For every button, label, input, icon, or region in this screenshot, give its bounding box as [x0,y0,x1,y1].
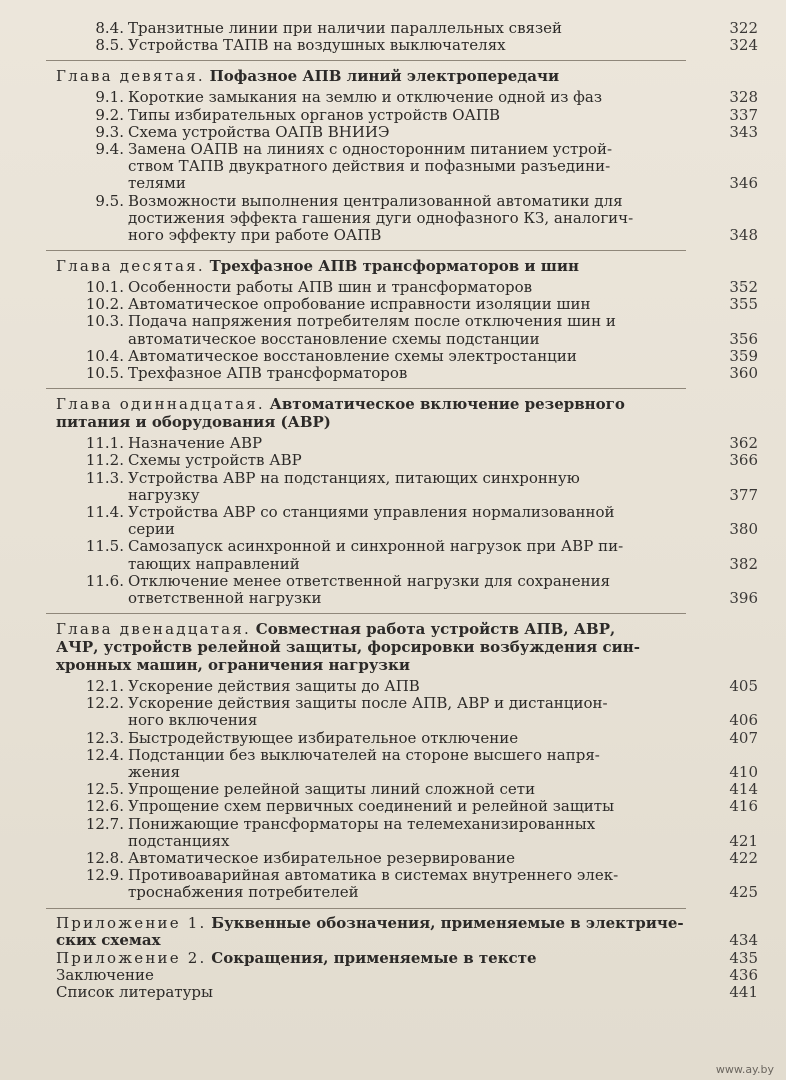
toc-entry-line [56,797,758,816]
section-title: Отключение менее ответственной нагрузки для сохранения [128,571,611,590]
toc-entry-line [56,313,706,330]
toc-entry-line [56,573,706,590]
section-number: 11.2. [85,451,124,470]
toc-entry-line [56,831,758,850]
toc-entry-line [56,329,758,348]
toc-entry [56,502,758,539]
page-number: 416 [729,797,758,816]
toc-entry [56,278,758,297]
toc-entry-line [56,763,758,781]
toc-entry-line [56,158,706,175]
section-number: 11.1. [85,434,124,453]
page-number: 366 [729,451,758,470]
toc-entry [56,88,758,107]
section-number: 12.9. [85,866,124,885]
section-number: 11.3. [85,468,124,487]
section-title: Устройства АВР со станциями управления нормализованной [128,502,615,521]
page-number: 421 [729,831,758,850]
toc-plain-entry [56,966,758,984]
section-title: Устройства АВР на подстанциях, питающих синхронную [128,468,580,487]
toc-entry [56,468,758,504]
section-title: достижения эффекта гашения дуги однофазного КЗ, аналогич- [128,208,634,227]
toc-entry-line [56,210,706,227]
chapter-heading [56,257,706,275]
page-number: 328 [729,88,758,107]
section-title: Быстродействующее избирательное отключение [128,728,519,747]
page-number: 436 [729,966,758,984]
section-number: 10.4. [85,346,124,365]
section-title: Понижающие трансформаторы на телемеханизированных [128,814,596,833]
section-number: 8.5. [95,36,124,55]
toc-entry [56,814,758,850]
toc-entry-line [56,695,706,712]
chapter-label: Глава десятая. [56,257,205,276]
appendix-label: Приложение 1. [56,913,207,932]
page-number: 396 [729,588,758,607]
toc-entry [56,139,758,193]
section-number: 10.3. [85,312,124,331]
divider-line [46,613,686,614]
toc-entry [56,295,758,314]
section-number: 9.5. [95,191,124,210]
section-title: Типы избирательных органов устройств ОАПВ [128,105,500,124]
page-number: 324 [729,36,758,55]
section-title: телями [128,174,186,193]
section-number: 8.4. [95,19,124,37]
toc-entry [56,866,758,902]
section-title: Ускорение действия защиты после АПВ, АВР и дистанцион- [128,694,608,713]
chapter-title: Автоматическое включение резервного [269,395,625,414]
page-number: 414 [729,780,758,799]
appendix-heading [56,915,706,933]
section-number: 12.2. [85,694,124,713]
toc-entry [56,19,758,37]
plain-title: Список литературы [56,983,213,1002]
section-title: Трехфазное АПВ трансформаторов [128,364,408,382]
toc-entry-line [56,728,758,747]
plain-title: Заключение [56,966,154,984]
divider-line [46,60,686,61]
section-number: 10.2. [85,295,124,314]
page-number: 382 [729,554,758,573]
section-number: 12.1. [85,677,124,696]
watermark: www.ay.by [715,1063,774,1076]
toc-entry [56,346,758,365]
section-title: серии [128,520,175,539]
page-number: 322 [729,19,758,37]
toc-entry-line [56,225,758,244]
section-title: Возможности выполнения централизованной автоматики для [128,191,623,210]
chapter-title: питания и оборудования (АВР) [56,413,331,432]
section-number: 9.2. [95,105,124,124]
section-number: 12.4. [85,745,124,764]
toc-entry [56,122,758,141]
section-title: Противоаварийная автоматика в системах внутреннего элек- [128,866,619,885]
page-number: 346 [729,174,758,193]
chapter-title: АЧР, устройств релейной защиты, форсировки возбуждения син- [56,638,640,657]
appendix-title: Буквенные обозначения, применяемые в электриче- [211,913,684,932]
toc-entry [56,677,758,696]
page-number: 352 [729,278,758,297]
section-title: ответственной нагрузки [128,588,322,607]
page-number: 337 [729,105,758,124]
appendix-heading [56,948,758,968]
page-number: 362 [729,434,758,453]
section-title: автоматическое восстановление схемы подстанции [128,329,540,348]
toc-entry [56,191,758,245]
section-title: Автоматическое опробование исправности изоляции шин [128,295,591,314]
section-number: 12.6. [85,797,124,816]
toc-entry-line [56,174,758,193]
chapter-heading [56,395,706,413]
section-title: троснабжения потребителей [128,883,359,902]
section-number: 12.5. [85,780,124,799]
divider-line [46,388,686,389]
chapter-title: Пофазное АПВ линий электропередачи [209,67,560,86]
table-of-contents [56,19,758,1002]
toc-entry-line [56,780,758,799]
chapter-label: Глава двенадцатая. [56,620,251,639]
section-title: подстанциях [128,831,230,850]
toc-entry-line [56,485,758,504]
section-number: 12.8. [85,848,124,867]
page-number: 405 [729,677,758,696]
toc-entry-line [56,867,706,884]
appendix-title: Сокращения, применяемые в тексте [211,948,537,967]
section-title: нагрузку [128,485,200,504]
section-title: Короткие замыкания на землю и отключение одной из фаз [128,88,603,107]
section-title: ством ТАПВ двукратного действия и пофазными разъедини- [128,157,611,176]
toc-entry [56,364,758,382]
page-number: 377 [729,485,758,504]
page-number: 410 [729,763,758,781]
page-number: 380 [729,520,758,539]
chapter-title: Совместная работа устройств АПВ, АВР, [255,620,616,639]
toc-entry [56,36,758,55]
page-number: 407 [729,728,758,747]
toc-entry-line [56,816,706,833]
toc-entry [56,451,758,470]
section-number: 9.4. [95,139,124,158]
page-number: 441 [729,983,758,1002]
section-title: Замена ОАПВ на линиях с односторонним питанием устрой- [128,139,613,158]
toc-entry-line [56,554,758,573]
appendix-label: Приложение 2. [56,948,207,967]
toc-entry [56,105,758,124]
section-number: 12.7. [85,814,124,833]
toc-entry [56,312,758,348]
toc-entry-line [56,278,758,297]
page-number: 406 [729,711,758,730]
page-number: 343 [729,122,758,141]
toc-entry-line [56,36,758,55]
toc-entry-line [56,295,758,314]
chapter-title: хронных машин, ограничения нагрузки [56,656,410,675]
toc-entry [56,728,758,747]
section-title: Автоматическое восстановление схемы электростанции [128,346,577,365]
page-number: 434 [729,931,758,949]
toc-entry [56,780,758,799]
toc-entry [56,848,758,867]
toc-entry-line [56,520,758,539]
page-number: 435 [729,948,758,967]
section-number: 10.5. [85,364,124,382]
section-number: 11.6. [85,571,124,590]
section-title: Транзитные линии при наличии параллельных связей [128,19,563,37]
toc-entry-line [56,346,758,365]
toc-entry-line [56,848,758,867]
page-number: 360 [729,364,758,382]
appendix-title: ских схемах [56,931,161,949]
section-title: Автоматическое избирательное резервирование [128,848,516,867]
section-number: 11.4. [85,502,124,521]
chapter-heading [56,656,706,674]
section-title: Ускорение действия защиты до АПВ [128,677,420,696]
toc-plain-entry [56,983,758,1002]
section-title: ного включения [128,711,258,730]
toc-entry-line [56,19,758,37]
section-title: Схемы устройств АВР [128,451,302,470]
divider-line [46,908,686,909]
page-number: 356 [729,329,758,348]
toc-entry-line [56,588,758,607]
page-number: 348 [729,225,758,244]
toc-entry-line [56,88,758,107]
section-title: Особенности работы АПВ шин и трансформаторов [128,278,533,297]
toc-entry-line [56,193,706,210]
section-title: Схема устройства ОАПВ ВНИИЭ [128,122,390,141]
toc-entry [56,745,758,781]
section-title: Назначение АВР [128,434,263,453]
section-title: Подача напряжения потребителям после отключения шин и [128,312,616,331]
toc-entry [56,797,758,816]
toc-entry-line [56,141,706,158]
section-number: 12.3. [85,728,124,747]
section-title: Упрощение схем первичных соединений и релейной защиты [128,797,615,816]
section-number: 10.1. [85,278,124,297]
toc-entry-line [56,538,706,555]
chapter-title: Трехфазное АПВ трансформаторов и шин [209,257,579,276]
chapter-label: Глава одиннадцатая. [56,395,265,414]
toc-entry [56,537,758,573]
toc-entry-line [56,105,758,124]
section-number: 9.1. [95,88,124,107]
chapter-heading [56,620,706,638]
section-title: Самозапуск асинхронной и синхронной нагрузок при АВР пи- [128,537,624,556]
section-title: жения [128,763,181,781]
chapter-heading [56,638,706,656]
section-title: Устройства ТАПВ на воздушных выключателях [128,36,506,55]
toc-entry-line [56,434,758,453]
section-title: Упрощение релейной защиты линий сложной сети [128,780,536,799]
toc-entry [56,694,758,730]
toc-entry [56,571,758,607]
toc-entry-line [56,711,758,730]
section-title: ного эффекту при работе ОАПВ [128,225,382,244]
toc-entry-line [56,677,758,696]
toc-entry-line [56,122,758,141]
toc-entry-line [56,883,758,902]
section-number: 9.3. [95,122,124,141]
toc-entry-line [56,364,758,382]
toc-entry-line [56,747,706,764]
toc-entry [56,434,758,453]
page-number: 422 [729,848,758,867]
page-number: 359 [729,346,758,365]
toc-entry-line [56,504,706,521]
page-number: 425 [729,883,758,902]
divider-line [46,250,686,251]
toc-entry-line [56,451,758,470]
appendix-heading [56,931,758,950]
section-title: тающих направлений [128,554,300,573]
chapter-heading [56,67,706,85]
section-title: Подстанции без выключателей на стороне высшего напря- [128,745,600,764]
section-number: 11.5. [85,537,124,556]
chapter-label: Глава девятая. [56,67,205,86]
toc-entry-line [56,470,706,487]
chapter-heading [56,413,706,431]
page-number: 355 [729,295,758,314]
